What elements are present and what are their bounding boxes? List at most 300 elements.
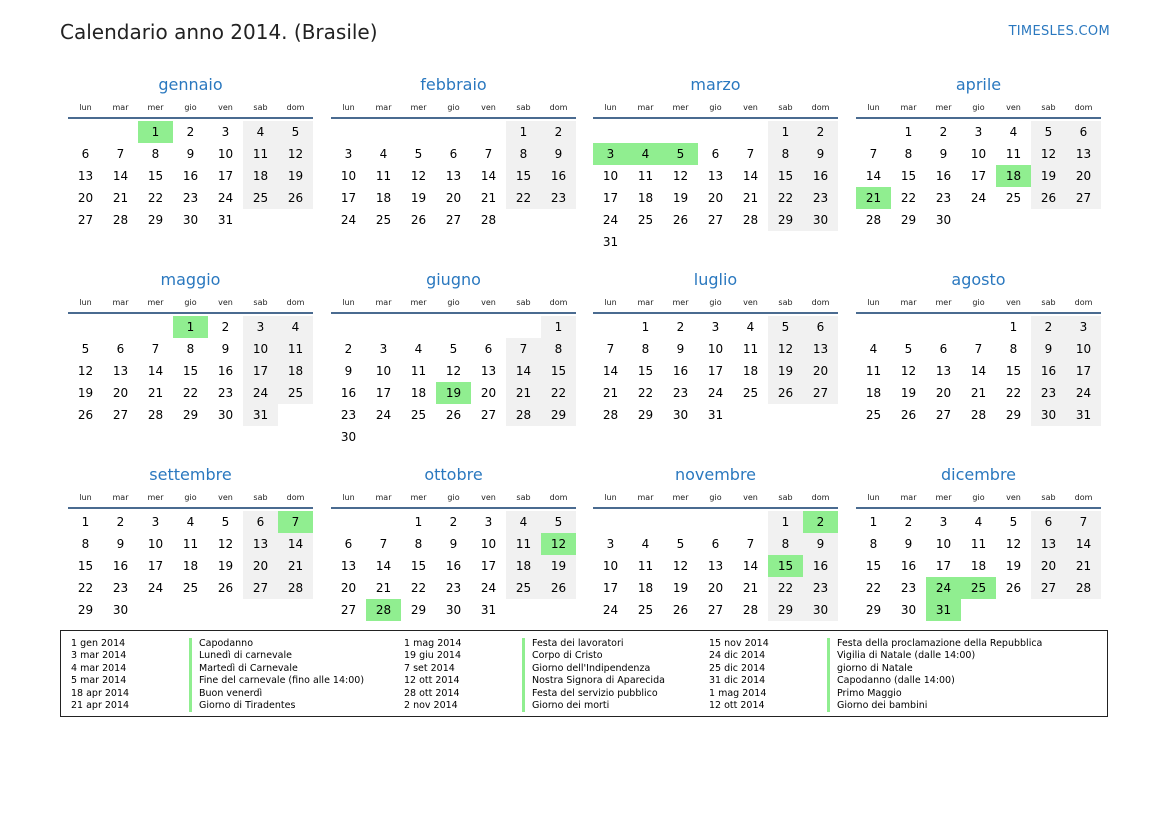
- day-cell[interactable]: 6: [344, 537, 353, 551]
- day-cell[interactable]: 10: [707, 342, 724, 356]
- day-cell[interactable]: 20: [803, 360, 838, 382]
- day-cell[interactable]: 8: [506, 143, 541, 165]
- holiday-day-cell[interactable]: 25: [961, 577, 996, 599]
- day-cell[interactable]: 10: [935, 537, 952, 551]
- day-cell[interactable]: 1: [414, 515, 423, 529]
- day-cell[interactable]: 31: [480, 603, 497, 617]
- day-cell[interactable]: 26: [1005, 581, 1022, 595]
- day-cell[interactable]: 25: [375, 213, 392, 227]
- day-cell[interactable]: 23: [182, 191, 199, 205]
- day-cell[interactable]: 19: [1005, 559, 1022, 573]
- day-cell[interactable]: 14: [742, 169, 759, 183]
- day-cell[interactable]: 6: [243, 511, 278, 533]
- day-cell[interactable]: 25: [243, 187, 278, 209]
- day-cell[interactable]: 20: [480, 386, 497, 400]
- day-cell[interactable]: 26: [672, 603, 689, 617]
- day-cell[interactable]: 14: [112, 169, 129, 183]
- day-cell[interactable]: 3: [151, 515, 160, 529]
- day-cell[interactable]: 7: [151, 342, 160, 356]
- day-cell[interactable]: 3: [606, 537, 615, 551]
- day-cell[interactable]: 21: [480, 191, 497, 205]
- day-cell[interactable]: 28: [742, 213, 759, 227]
- day-cell[interactable]: 3: [1066, 316, 1101, 338]
- day-cell[interactable]: 28: [970, 408, 987, 422]
- day-cell[interactable]: 1: [641, 320, 650, 334]
- day-cell[interactable]: 15: [768, 165, 803, 187]
- day-cell[interactable]: 22: [1005, 386, 1022, 400]
- day-cell[interactable]: 3: [344, 147, 353, 161]
- day-cell[interactable]: 18: [506, 555, 541, 577]
- day-cell[interactable]: 1: [506, 121, 541, 143]
- day-cell[interactable]: 17: [707, 364, 724, 378]
- day-cell[interactable]: 25: [637, 213, 654, 227]
- holiday-day-cell[interactable]: 31: [926, 599, 961, 621]
- day-cell[interactable]: 7: [1066, 511, 1101, 533]
- day-cell[interactable]: 5: [81, 342, 90, 356]
- day-cell[interactable]: 17: [935, 559, 952, 573]
- day-cell[interactable]: 17: [375, 386, 392, 400]
- day-cell[interactable]: 15: [541, 360, 576, 382]
- day-cell[interactable]: 27: [243, 577, 278, 599]
- day-cell[interactable]: 11: [637, 169, 654, 183]
- day-cell[interactable]: 22: [768, 187, 803, 209]
- day-cell[interactable]: 13: [340, 559, 357, 573]
- day-cell[interactable]: 9: [344, 364, 353, 378]
- day-cell[interactable]: 31: [602, 235, 619, 249]
- day-cell[interactable]: 8: [768, 533, 803, 555]
- day-cell[interactable]: 12: [1031, 143, 1066, 165]
- day-cell[interactable]: 5: [1031, 121, 1066, 143]
- day-cell[interactable]: 9: [1031, 338, 1066, 360]
- day-cell[interactable]: 18: [278, 360, 313, 382]
- holiday-day-cell[interactable]: 15: [768, 555, 803, 577]
- day-cell[interactable]: 17: [480, 559, 497, 573]
- day-cell[interactable]: 19: [278, 165, 313, 187]
- day-cell[interactable]: 14: [278, 533, 313, 555]
- day-cell[interactable]: 21: [970, 386, 987, 400]
- day-cell[interactable]: 2: [186, 125, 195, 139]
- day-cell[interactable]: 9: [803, 143, 838, 165]
- day-cell[interactable]: 17: [970, 169, 987, 183]
- day-cell[interactable]: 16: [803, 555, 838, 577]
- day-cell[interactable]: 12: [1005, 537, 1022, 551]
- day-cell[interactable]: 4: [746, 320, 755, 334]
- day-cell[interactable]: 14: [970, 364, 987, 378]
- day-cell[interactable]: 13: [1066, 143, 1101, 165]
- day-cell[interactable]: 16: [900, 559, 917, 573]
- day-cell[interactable]: 27: [480, 408, 497, 422]
- day-cell[interactable]: 7: [379, 537, 388, 551]
- day-cell[interactable]: 16: [541, 165, 576, 187]
- day-cell[interactable]: 24: [243, 382, 278, 404]
- day-cell[interactable]: 4: [1009, 125, 1018, 139]
- day-cell[interactable]: 29: [1005, 408, 1022, 422]
- day-cell[interactable]: 4: [186, 515, 195, 529]
- day-cell[interactable]: 20: [112, 386, 129, 400]
- day-cell[interactable]: 18: [970, 559, 987, 573]
- day-cell[interactable]: 14: [147, 364, 164, 378]
- day-cell[interactable]: 8: [414, 537, 423, 551]
- day-cell[interactable]: 17: [217, 169, 234, 183]
- day-cell[interactable]: 23: [217, 386, 234, 400]
- day-cell[interactable]: 25: [1005, 191, 1022, 205]
- day-cell[interactable]: 29: [182, 408, 199, 422]
- day-cell[interactable]: 19: [672, 191, 689, 205]
- day-cell[interactable]: 17: [602, 191, 619, 205]
- day-cell[interactable]: 19: [217, 559, 234, 573]
- day-cell[interactable]: 15: [865, 559, 882, 573]
- day-cell[interactable]: 31: [707, 408, 724, 422]
- day-cell[interactable]: 16: [217, 364, 234, 378]
- day-cell[interactable]: 29: [77, 603, 94, 617]
- day-cell[interactable]: 19: [768, 360, 803, 382]
- day-cell[interactable]: 9: [803, 533, 838, 555]
- day-cell[interactable]: 31: [217, 213, 234, 227]
- day-cell[interactable]: 10: [147, 537, 164, 551]
- day-cell[interactable]: 14: [480, 169, 497, 183]
- day-cell[interactable]: 2: [676, 320, 685, 334]
- day-cell[interactable]: 21: [278, 555, 313, 577]
- day-cell[interactable]: 12: [217, 537, 234, 551]
- day-cell[interactable]: 3: [711, 320, 720, 334]
- day-cell[interactable]: 29: [900, 213, 917, 227]
- day-cell[interactable]: 13: [243, 533, 278, 555]
- day-cell[interactable]: 27: [803, 382, 838, 404]
- day-cell[interactable]: 14: [1066, 533, 1101, 555]
- day-cell[interactable]: 25: [637, 603, 654, 617]
- day-cell[interactable]: 10: [602, 169, 619, 183]
- day-cell[interactable]: 11: [865, 364, 882, 378]
- day-cell[interactable]: 29: [410, 603, 427, 617]
- holiday-day-cell[interactable]: 24: [926, 577, 961, 599]
- day-cell[interactable]: 22: [900, 191, 917, 205]
- day-cell[interactable]: 9: [541, 143, 576, 165]
- day-cell[interactable]: 11: [970, 537, 987, 551]
- day-cell[interactable]: 11: [278, 338, 313, 360]
- day-cell[interactable]: 21: [742, 581, 759, 595]
- day-cell[interactable]: 9: [116, 537, 125, 551]
- day-cell[interactable]: 28: [865, 213, 882, 227]
- day-cell[interactable]: 9: [676, 342, 685, 356]
- day-cell[interactable]: 1: [1009, 320, 1018, 334]
- day-cell[interactable]: 20: [935, 386, 952, 400]
- day-cell[interactable]: 11: [243, 143, 278, 165]
- day-cell[interactable]: 10: [480, 537, 497, 551]
- day-cell[interactable]: 4: [379, 147, 388, 161]
- day-cell[interactable]: 5: [676, 537, 685, 551]
- day-cell[interactable]: 18: [375, 191, 392, 205]
- day-cell[interactable]: 15: [147, 169, 164, 183]
- day-cell[interactable]: 24: [970, 191, 987, 205]
- day-cell[interactable]: 12: [672, 169, 689, 183]
- day-cell[interactable]: 15: [506, 165, 541, 187]
- day-cell[interactable]: 4: [641, 537, 650, 551]
- day-cell[interactable]: 22: [768, 577, 803, 599]
- day-cell[interactable]: 29: [637, 408, 654, 422]
- day-cell[interactable]: 25: [182, 581, 199, 595]
- day-cell[interactable]: 18: [243, 165, 278, 187]
- day-cell[interactable]: 29: [865, 603, 882, 617]
- day-cell[interactable]: 8: [541, 338, 576, 360]
- day-cell[interactable]: 20: [243, 555, 278, 577]
- day-cell[interactable]: 25: [506, 577, 541, 599]
- day-cell[interactable]: 25: [410, 408, 427, 422]
- day-cell[interactable]: 24: [147, 581, 164, 595]
- day-cell[interactable]: 27: [112, 408, 129, 422]
- day-cell[interactable]: 20: [1031, 555, 1066, 577]
- day-cell[interactable]: 1: [869, 515, 878, 529]
- day-cell[interactable]: 6: [711, 147, 720, 161]
- day-cell[interactable]: 23: [340, 408, 357, 422]
- day-cell[interactable]: 2: [1031, 316, 1066, 338]
- day-cell[interactable]: 1: [904, 125, 913, 139]
- day-cell[interactable]: 16: [182, 169, 199, 183]
- day-cell[interactable]: 27: [935, 408, 952, 422]
- day-cell[interactable]: 5: [768, 316, 803, 338]
- day-cell[interactable]: 22: [410, 581, 427, 595]
- day-cell[interactable]: 8: [904, 147, 913, 161]
- day-cell[interactable]: 21: [112, 191, 129, 205]
- day-cell[interactable]: 12: [445, 364, 462, 378]
- day-cell[interactable]: 18: [865, 386, 882, 400]
- day-cell[interactable]: 29: [768, 599, 803, 621]
- day-cell[interactable]: 6: [1066, 121, 1101, 143]
- day-cell[interactable]: 23: [112, 581, 129, 595]
- day-cell[interactable]: 8: [81, 537, 90, 551]
- day-cell[interactable]: 10: [970, 147, 987, 161]
- day-cell[interactable]: 18: [637, 191, 654, 205]
- day-cell[interactable]: 20: [707, 581, 724, 595]
- day-cell[interactable]: 23: [1031, 382, 1066, 404]
- day-cell[interactable]: 22: [865, 581, 882, 595]
- day-cell[interactable]: 15: [900, 169, 917, 183]
- day-cell[interactable]: 27: [707, 213, 724, 227]
- day-cell[interactable]: 3: [939, 515, 948, 529]
- day-cell[interactable]: 1: [768, 121, 803, 143]
- day-cell[interactable]: 24: [480, 581, 497, 595]
- day-cell[interactable]: 21: [375, 581, 392, 595]
- day-cell[interactable]: 25: [278, 382, 313, 404]
- day-cell[interactable]: 4: [414, 342, 423, 356]
- day-cell[interactable]: 2: [221, 320, 230, 334]
- day-cell[interactable]: 17: [602, 581, 619, 595]
- day-cell[interactable]: 7: [974, 342, 983, 356]
- day-cell[interactable]: 26: [672, 213, 689, 227]
- day-cell[interactable]: 24: [707, 386, 724, 400]
- day-cell[interactable]: 30: [803, 599, 838, 621]
- day-cell[interactable]: 15: [77, 559, 94, 573]
- day-cell[interactable]: 22: [506, 187, 541, 209]
- day-cell[interactable]: 4: [974, 515, 983, 529]
- day-cell[interactable]: 11: [182, 537, 199, 551]
- day-cell[interactable]: 30: [340, 430, 357, 444]
- holiday-day-cell[interactable]: 18: [996, 165, 1031, 187]
- holiday-day-cell[interactable]: 1: [138, 121, 173, 143]
- day-cell[interactable]: 23: [900, 581, 917, 595]
- day-cell[interactable]: 27: [1066, 187, 1101, 209]
- day-cell[interactable]: 28: [112, 213, 129, 227]
- day-cell[interactable]: 31: [243, 404, 278, 426]
- day-cell[interactable]: 3: [484, 515, 493, 529]
- day-cell[interactable]: 5: [278, 121, 313, 143]
- day-cell[interactable]: 3: [221, 125, 230, 139]
- day-cell[interactable]: 20: [77, 191, 94, 205]
- day-cell[interactable]: 18: [410, 386, 427, 400]
- day-cell[interactable]: 28: [278, 577, 313, 599]
- day-cell[interactable]: 30: [672, 408, 689, 422]
- day-cell[interactable]: 7: [606, 342, 615, 356]
- day-cell[interactable]: 3: [379, 342, 388, 356]
- day-cell[interactable]: 10: [340, 169, 357, 183]
- day-cell[interactable]: 24: [602, 603, 619, 617]
- day-cell[interactable]: 13: [707, 559, 724, 573]
- day-cell[interactable]: 1: [768, 511, 803, 533]
- day-cell[interactable]: 13: [445, 169, 462, 183]
- day-cell[interactable]: 14: [375, 559, 392, 573]
- holiday-day-cell[interactable]: 28: [366, 599, 401, 621]
- day-cell[interactable]: 5: [541, 511, 576, 533]
- day-cell[interactable]: 6: [81, 147, 90, 161]
- day-cell[interactable]: 26: [278, 187, 313, 209]
- day-cell[interactable]: 26: [217, 581, 234, 595]
- day-cell[interactable]: 15: [1005, 364, 1022, 378]
- day-cell[interactable]: 9: [904, 537, 913, 551]
- day-cell[interactable]: 13: [935, 364, 952, 378]
- day-cell[interactable]: 30: [112, 603, 129, 617]
- day-cell[interactable]: 12: [410, 169, 427, 183]
- day-cell[interactable]: 12: [672, 559, 689, 573]
- day-cell[interactable]: 21: [147, 386, 164, 400]
- day-cell[interactable]: 19: [410, 191, 427, 205]
- day-cell[interactable]: 30: [1031, 404, 1066, 426]
- day-cell[interactable]: 14: [506, 360, 541, 382]
- holiday-day-cell[interactable]: 19: [436, 382, 471, 404]
- day-cell[interactable]: 2: [449, 515, 458, 529]
- day-cell[interactable]: 3: [243, 316, 278, 338]
- day-cell[interactable]: 20: [707, 191, 724, 205]
- day-cell[interactable]: 5: [414, 147, 423, 161]
- day-cell[interactable]: 13: [1031, 533, 1066, 555]
- day-cell[interactable]: 9: [449, 537, 458, 551]
- day-cell[interactable]: 26: [541, 577, 576, 599]
- day-cell[interactable]: 22: [541, 382, 576, 404]
- day-cell[interactable]: 11: [742, 342, 759, 356]
- day-cell[interactable]: 28: [602, 408, 619, 422]
- day-cell[interactable]: 4: [243, 121, 278, 143]
- day-cell[interactable]: 6: [803, 316, 838, 338]
- day-cell[interactable]: 11: [375, 169, 392, 183]
- day-cell[interactable]: 10: [602, 559, 619, 573]
- day-cell[interactable]: 9: [221, 342, 230, 356]
- day-cell[interactable]: 11: [1005, 147, 1022, 161]
- holiday-day-cell[interactable]: 5: [663, 143, 698, 165]
- holiday-day-cell[interactable]: 3: [593, 143, 628, 165]
- day-cell[interactable]: 7: [484, 147, 493, 161]
- day-cell[interactable]: 7: [746, 147, 755, 161]
- day-cell[interactable]: 28: [147, 408, 164, 422]
- day-cell[interactable]: 19: [541, 555, 576, 577]
- day-cell[interactable]: 1: [541, 316, 576, 338]
- day-cell[interactable]: 24: [375, 408, 392, 422]
- day-cell[interactable]: 5: [904, 342, 913, 356]
- day-cell[interactable]: 10: [375, 364, 392, 378]
- holiday-day-cell[interactable]: 12: [541, 533, 576, 555]
- day-cell[interactable]: 22: [77, 581, 94, 595]
- day-cell[interactable]: 17: [340, 191, 357, 205]
- day-cell[interactable]: 13: [803, 338, 838, 360]
- day-cell[interactable]: 7: [746, 537, 755, 551]
- day-cell[interactable]: 8: [186, 342, 195, 356]
- day-cell[interactable]: 25: [742, 386, 759, 400]
- day-cell[interactable]: 30: [935, 213, 952, 227]
- day-cell[interactable]: 23: [672, 386, 689, 400]
- holiday-day-cell[interactable]: 21: [856, 187, 891, 209]
- day-cell[interactable]: 12: [278, 143, 313, 165]
- day-cell[interactable]: 5: [1009, 515, 1018, 529]
- day-cell[interactable]: 13: [707, 169, 724, 183]
- day-cell[interactable]: 7: [869, 147, 878, 161]
- day-cell[interactable]: 31: [1066, 404, 1101, 426]
- day-cell[interactable]: 20: [445, 191, 462, 205]
- holiday-day-cell[interactable]: 4: [628, 143, 663, 165]
- day-cell[interactable]: 28: [1066, 577, 1101, 599]
- day-cell[interactable]: 6: [939, 342, 948, 356]
- day-cell[interactable]: 13: [77, 169, 94, 183]
- day-cell[interactable]: 23: [803, 187, 838, 209]
- day-cell[interactable]: 30: [900, 603, 917, 617]
- day-cell[interactable]: 24: [1066, 382, 1101, 404]
- day-cell[interactable]: 22: [182, 386, 199, 400]
- day-cell[interactable]: 8: [641, 342, 650, 356]
- day-cell[interactable]: 14: [602, 364, 619, 378]
- day-cell[interactable]: 12: [900, 364, 917, 378]
- day-cell[interactable]: 8: [1009, 342, 1018, 356]
- day-cell[interactable]: 30: [217, 408, 234, 422]
- day-cell[interactable]: 28: [480, 213, 497, 227]
- day-cell[interactable]: 30: [803, 209, 838, 231]
- day-cell[interactable]: 24: [217, 191, 234, 205]
- day-cell[interactable]: 26: [900, 408, 917, 422]
- day-cell[interactable]: 19: [77, 386, 94, 400]
- day-cell[interactable]: 17: [1066, 360, 1101, 382]
- day-cell[interactable]: 2: [803, 121, 838, 143]
- day-cell[interactable]: 22: [147, 191, 164, 205]
- day-cell[interactable]: 8: [869, 537, 878, 551]
- day-cell[interactable]: 1: [81, 515, 90, 529]
- day-cell[interactable]: 20: [1066, 165, 1101, 187]
- day-cell[interactable]: 23: [935, 191, 952, 205]
- day-cell[interactable]: 6: [484, 342, 493, 356]
- day-cell[interactable]: 21: [742, 191, 759, 205]
- day-cell[interactable]: 26: [1031, 187, 1066, 209]
- day-cell[interactable]: 20: [340, 581, 357, 595]
- day-cell[interactable]: 26: [410, 213, 427, 227]
- day-cell[interactable]: 14: [742, 559, 759, 573]
- day-cell[interactable]: 23: [803, 577, 838, 599]
- day-cell[interactable]: 3: [974, 125, 983, 139]
- day-cell[interactable]: 25: [865, 408, 882, 422]
- day-cell[interactable]: 11: [410, 364, 427, 378]
- day-cell[interactable]: 11: [637, 559, 654, 573]
- day-cell[interactable]: 27: [1031, 577, 1066, 599]
- day-cell[interactable]: 12: [77, 364, 94, 378]
- day-cell[interactable]: 2: [116, 515, 125, 529]
- day-cell[interactable]: 5: [221, 515, 230, 529]
- day-cell[interactable]: 16: [803, 165, 838, 187]
- day-cell[interactable]: 6: [1031, 511, 1066, 533]
- day-cell[interactable]: 4: [506, 511, 541, 533]
- day-cell[interactable]: 17: [147, 559, 164, 573]
